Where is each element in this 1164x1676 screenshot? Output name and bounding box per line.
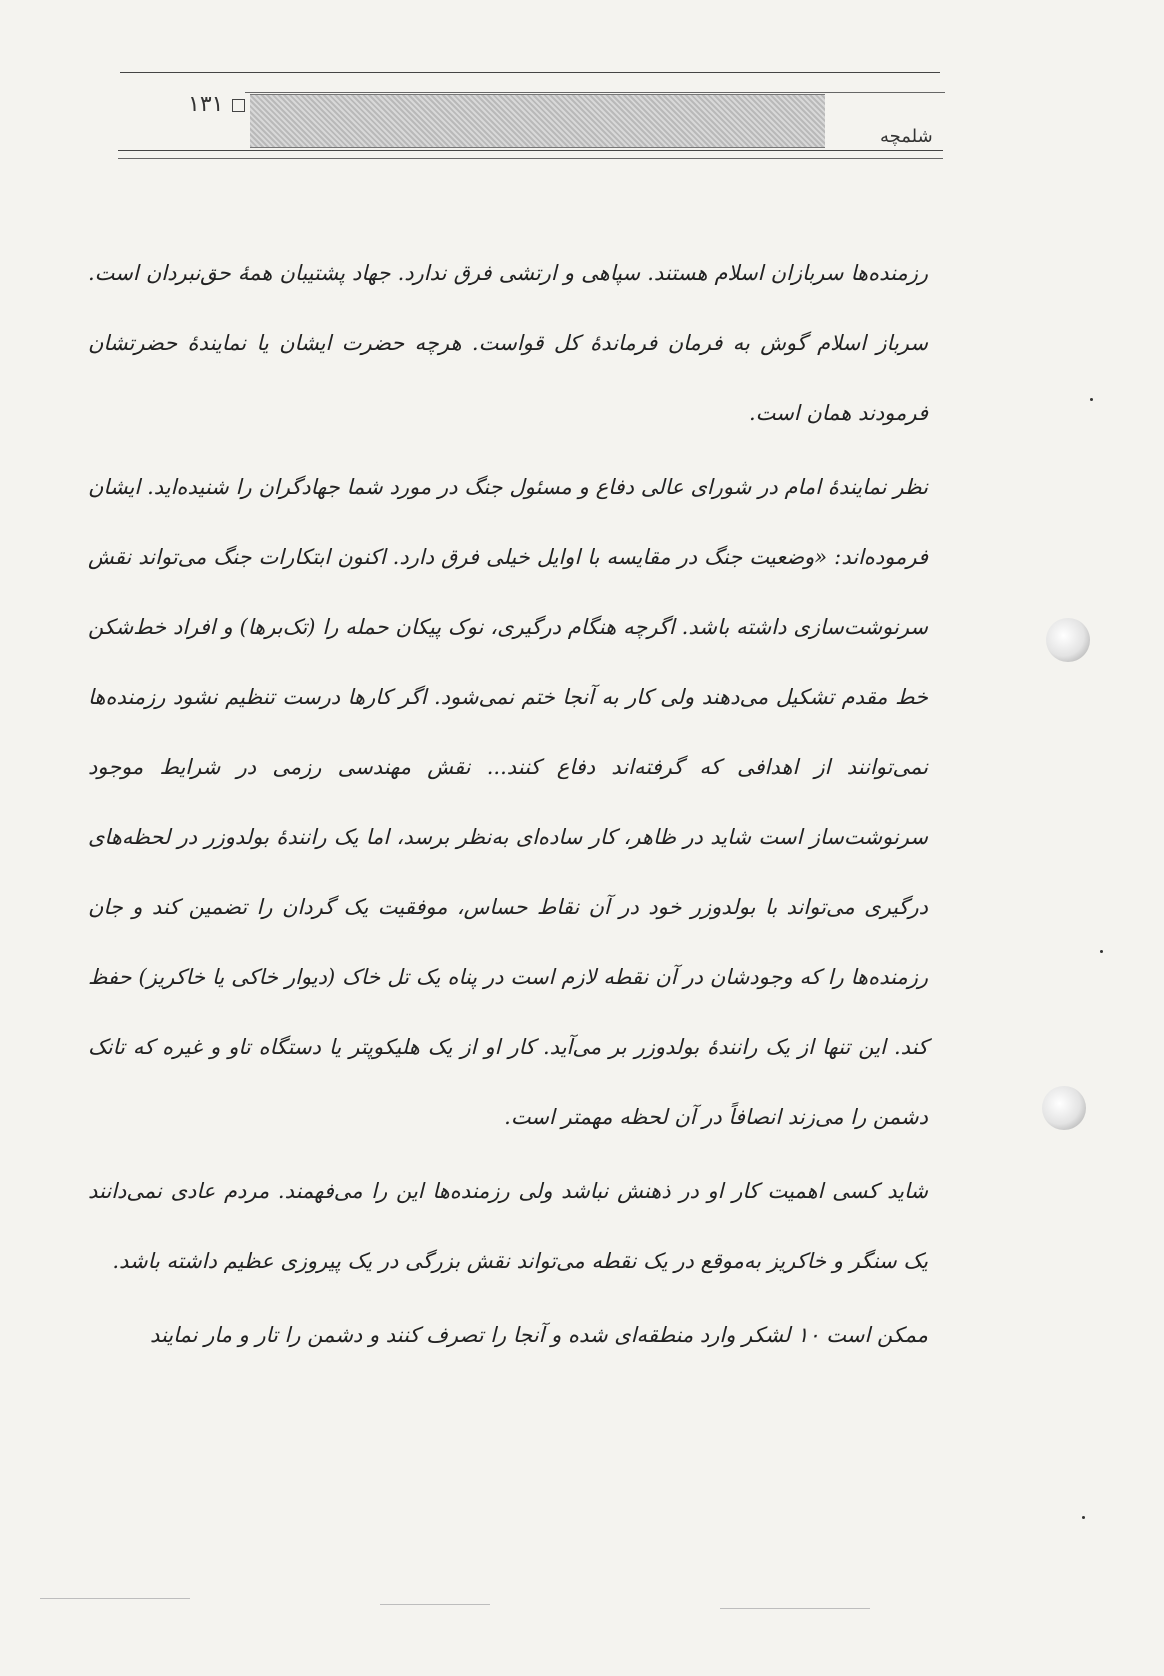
hole-punch-lower (1042, 1086, 1086, 1130)
scan-speck (1100, 950, 1103, 953)
header-rule-bottom (118, 150, 943, 151)
header-shaded-band (250, 94, 825, 148)
hole-punch-upper (1046, 618, 1090, 662)
header-rule-top-inner (245, 92, 945, 93)
header-square-icon (232, 99, 245, 112)
paragraph-3: شاید کسی اهمیت کار او در ذهنش نباشد ولی رزمنده‌ها این را می‌فهمند. مردم عادی نمی‌دانند یک سنگر و خاکریز به‌موقع در یک نقطه می‌تواند نقش بزرگی در یک پیروزی عظیم داشته باشد. (88, 1179, 928, 1273)
paragraph-2: نظر نمایندهٔ امام در شورای عالی دفاع و مسئول جنگ در مورد شما جهادگران را شنیده‌اید. ایشان فرموده‌اند: «وضعیت جنگ در مقایسه با اوایل خیلی فرق دارد. اکنون ابتکارات جنگ می‌تواند نقش سرنوشت‌سازی داشته باشد. اگرچه هنگام درگیری، نوک پیکان حمله را (تک‌برها) و افراد خط‌شکن خط مقدم تشکیل می‌دهند ولی کار به آنجا ختم نمی‌شود. اگر کارها درست تنظیم نشود رزمنده‌ها نمی‌توانند از اهدافی که گرفته‌اند دفاع کنند... نقش مهندسی رزمی در شرایط موجود سرنوشت‌ساز است شاید در ظاهر، کار ساده‌ای به‌نظر برسد، اما یک رانندهٔ بولدوزر در لحظه‌های درگیری می‌تواند با بولدوزر خود در آن نقاط حساس، موفقیت یک گردان را تضمین کند و جان رزمنده‌ها را که وجودشان در آن نقطه لازم است در پناه یک تل خاک (دیوار خاکی یا خاکریز) حفظ کند. این تنها از یک رانندهٔ بولدوزر بر می‌آید. کار او از یک هلیکوپتر یا دستگاه تاو و غیره که تانک دشمن را می‌زند انصافاً در آن لحظه مهمتر است. (88, 475, 928, 1129)
paragraph-4: ممکن است ۱۰ لشکر وارد منطقه‌ای شده و آنجا را تصرف کنند و دشمن را تار و مار نمایند (149, 1323, 928, 1347)
scan-speck (1090, 398, 1093, 401)
body-text (88, 238, 928, 1370)
scan-artifact-line (720, 1608, 870, 1609)
paragraph-1: رزمنده‌ها سربازان اسلام هستند. سپاهی و ارتشی فرق ندارد. جهاد پشتیبان همهٔ حق‌نبردان است. سرباز اسلام گوش به فرمان فرماندهٔ کل قواست. هرچه حضرت ایشان یا نمایندهٔ حضرتشان فرمودند همان است. (88, 261, 928, 425)
header-rule-top (120, 72, 940, 73)
scan-artifact-line (380, 1604, 490, 1605)
scan-speck (1082, 1516, 1085, 1519)
scan-artifact-line (40, 1598, 190, 1599)
page-number: ۱۳۱ (188, 92, 224, 117)
header-rule-bottom-inner (118, 158, 943, 159)
running-title: شلمچه (880, 126, 933, 147)
